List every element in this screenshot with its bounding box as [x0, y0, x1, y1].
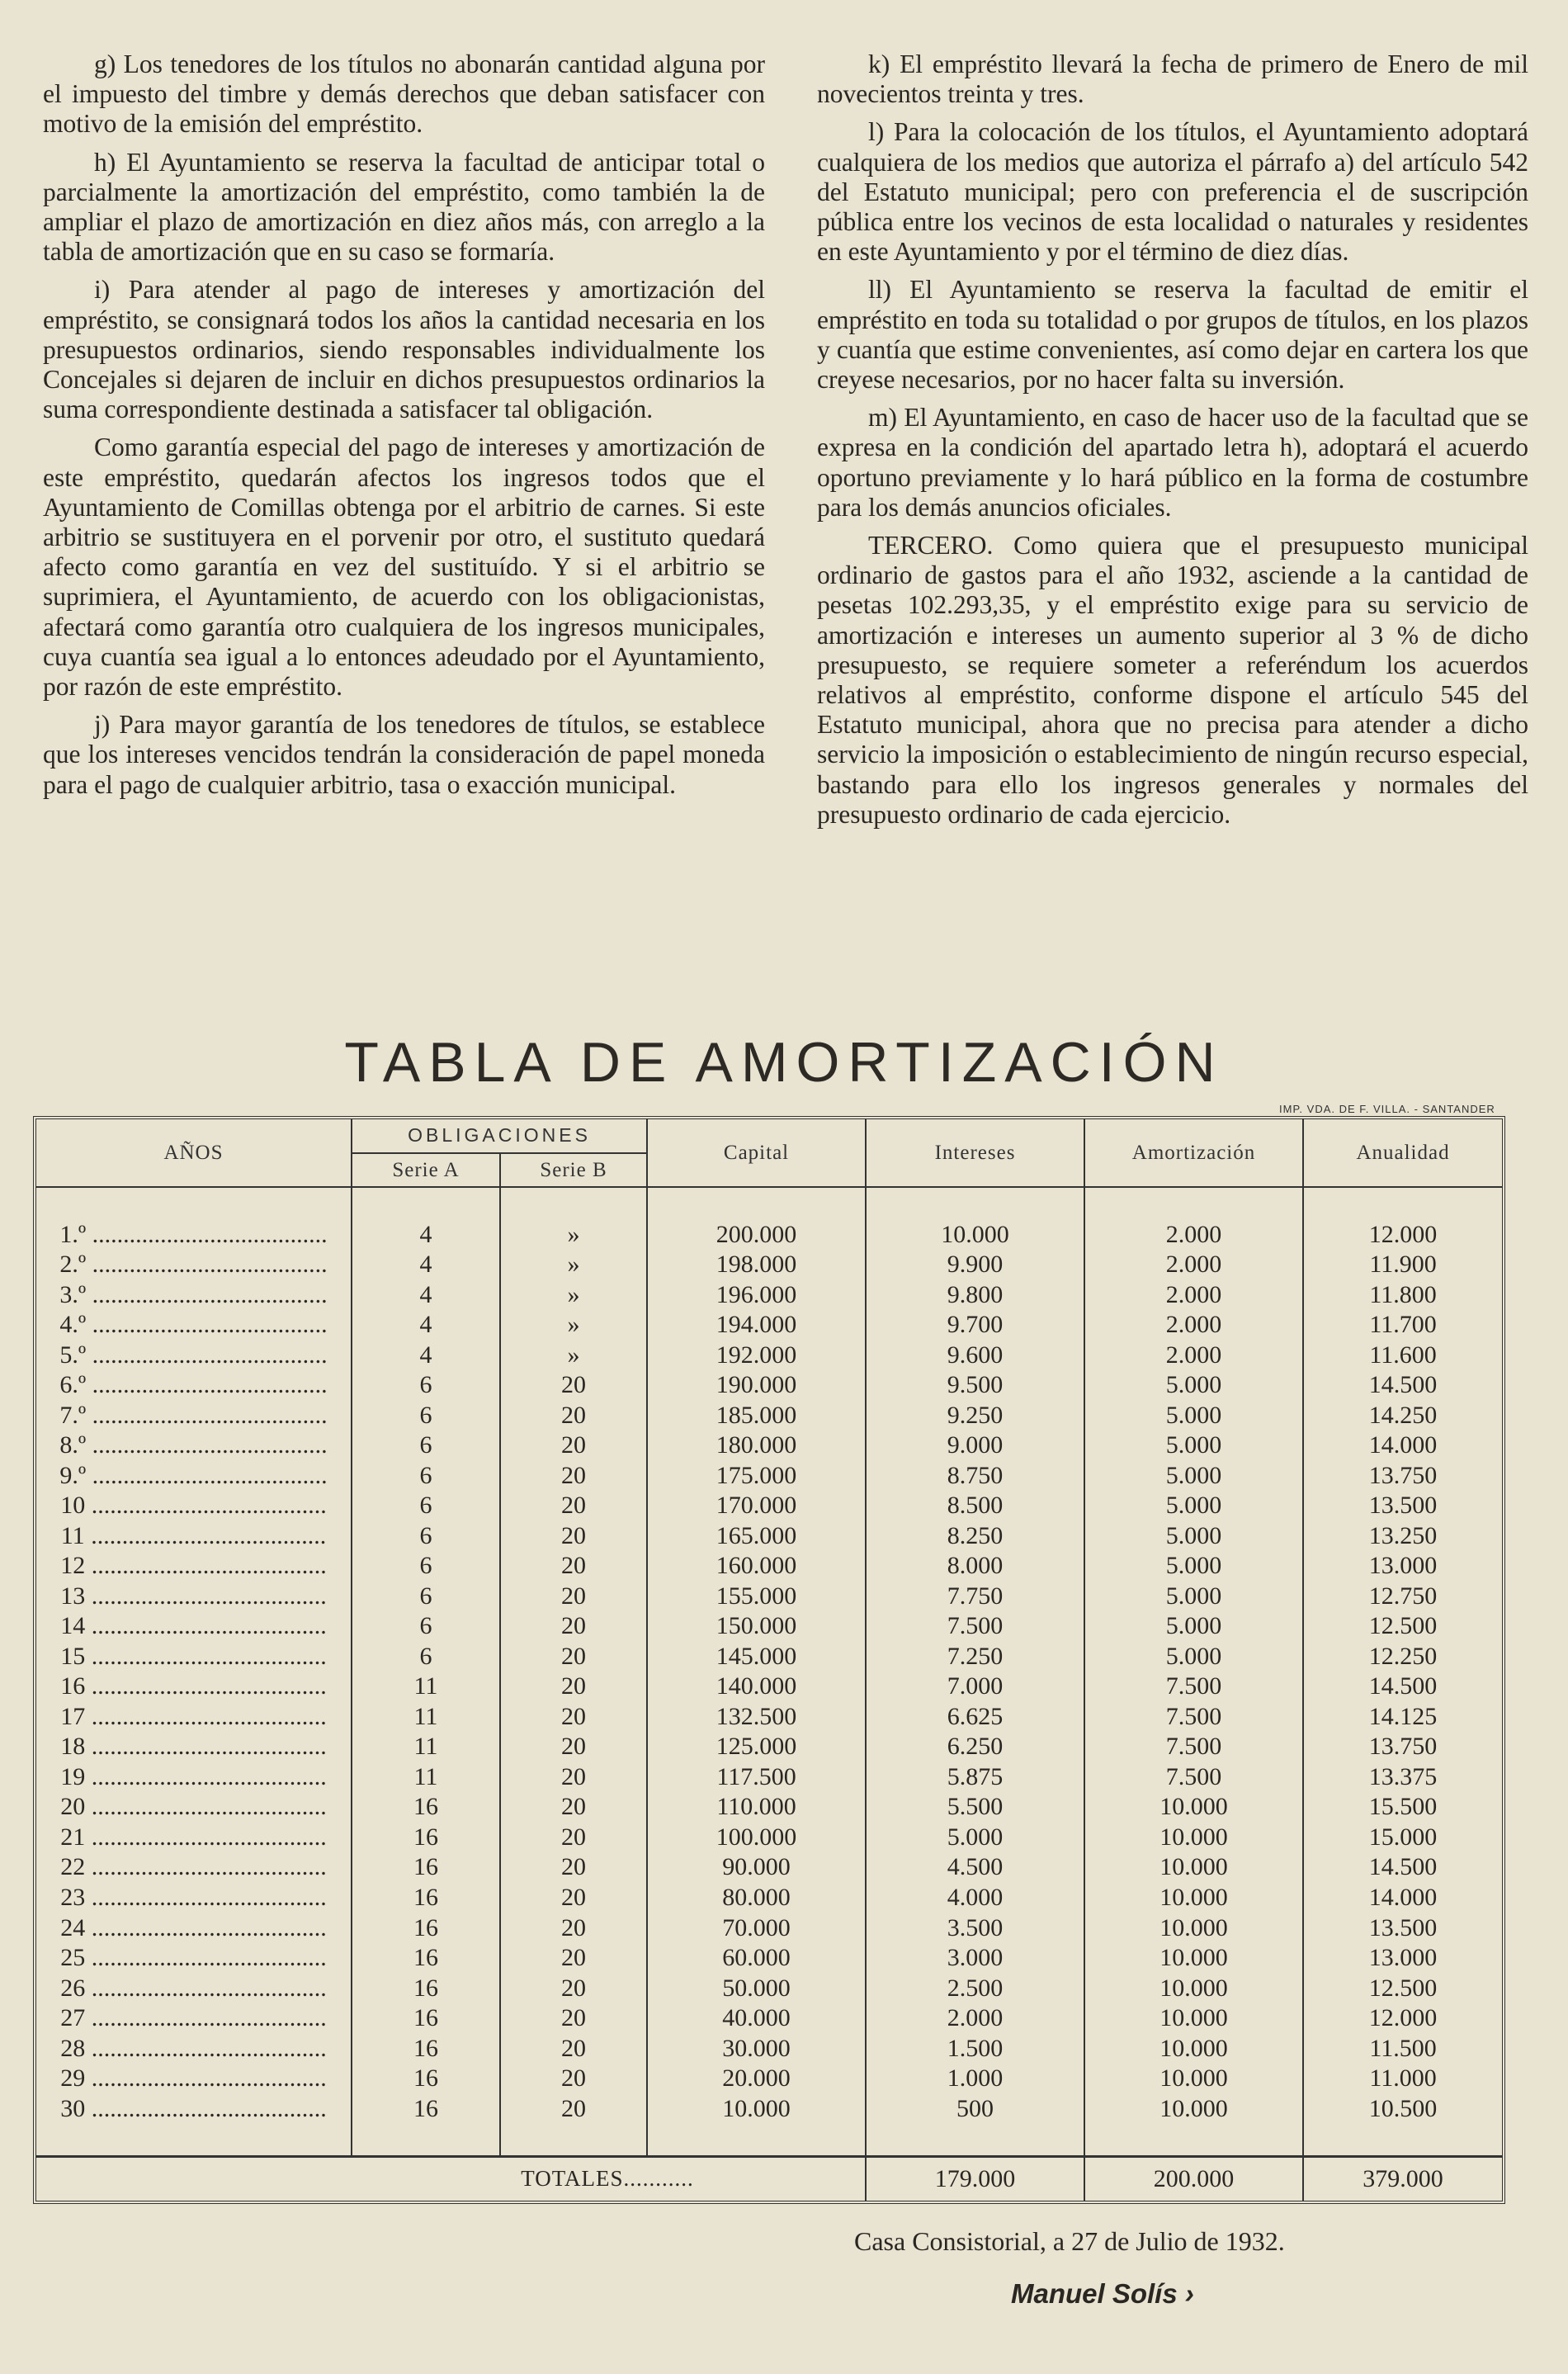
row-amortizacion: 10.000	[1084, 2093, 1303, 2124]
row-serie-b: 20	[500, 1641, 647, 1672]
header-intereses: Intereses	[866, 1119, 1084, 1187]
table-row	[36, 2003, 1502, 2034]
row-amortizacion: 5.000	[1084, 1520, 1303, 1551]
row-serie-a: 11	[352, 1701, 500, 1732]
row-year: 16 ......................................	[36, 1672, 352, 1702]
row-anualidad: 14.250	[1368, 1401, 1438, 1429]
row-intereses: 1.000	[866, 2064, 1084, 2094]
table-row	[36, 1762, 1502, 1792]
row-intereses: 9.500	[866, 1370, 1084, 1401]
table-row	[36, 2064, 1502, 2094]
row-anualidad: 12.750	[1368, 1582, 1438, 1610]
row-anualidad: 13.375	[1368, 1762, 1438, 1790]
row-intereses: 9.900	[866, 1250, 1084, 1280]
row-amortizacion: 10.000	[1084, 1823, 1303, 1853]
row-year: 3.º ......................................	[36, 1279, 352, 1310]
row-serie-b: 20	[500, 1431, 647, 1461]
paragraph-ll: ll) El Ayuntamiento se reserva la facultad de emitir el empréstito en toda su totalidad o por grupos de títulos, en los plazos y cuantía que estime convenientes, así como dejar en cartera los que creyese necesarios, por no hacer falta su inversión.	[817, 275, 1528, 395]
row-capital: 180.000	[647, 1431, 866, 1461]
row-serie-b: »	[500, 1279, 647, 1310]
row-amortizacion: 10.000	[1084, 1943, 1303, 1974]
row-year: 27 ......................................	[36, 2003, 352, 2034]
row-intereses: 6.625	[866, 1701, 1084, 1732]
table-row	[36, 1701, 1502, 1732]
row-amortizacion: 2.000	[1084, 1250, 1303, 1280]
table-row	[36, 1340, 1502, 1370]
row-serie-a: 4	[352, 1310, 500, 1341]
row-anualidad: 10.500	[1368, 2094, 1438, 2122]
row-capital: 198.000	[647, 1250, 866, 1280]
row-anualidad: 12.250	[1368, 1642, 1438, 1670]
row-capital: 110.000	[647, 1792, 866, 1823]
row-capital: 60.000	[647, 1943, 866, 1974]
paragraph-i: i) Para atender al pago de intereses y amortización del empréstito, se consignará todos los años la cantidad necesaria en los presupuestos ordinarios, siendo responsables individualmente los Concejales si dejaren de incluir en dichos presupuestos ordinarios la suma correspondiente destinada a satisfacer tal obligación.	[43, 275, 765, 424]
row-intereses: 7.250	[866, 1641, 1084, 1672]
row-intereses: 4.500	[866, 1852, 1084, 1883]
row-serie-a: 16	[352, 1883, 500, 1913]
table-row	[36, 1250, 1502, 1280]
table-row	[36, 1852, 1502, 1883]
row-intereses: 2.500	[866, 1973, 1084, 2003]
row-capital: 10.000	[647, 2093, 866, 2124]
row-intereses: 4.000	[866, 1883, 1084, 1913]
total-amortizacion: 200.000	[1084, 2157, 1303, 2201]
row-capital: 140.000	[647, 1672, 866, 1702]
row-intereses: 6.250	[866, 1732, 1084, 1762]
row-year: 2.º ......................................	[36, 1250, 352, 1280]
row-serie-a: 4	[352, 1219, 500, 1250]
row-year: 4.º ......................................	[36, 1310, 352, 1341]
row-serie-a: 6	[352, 1520, 500, 1551]
row-anualidad: 12.000	[1368, 1220, 1438, 1248]
footer-date-line: Casa Consistorial, a 27 de Julio de 1932.	[854, 2226, 1285, 2256]
row-intereses: 9.000	[866, 1431, 1084, 1461]
header-anualidad: Anualidad	[1303, 1119, 1502, 1187]
table-row	[36, 1520, 1502, 1551]
row-serie-b: 20	[500, 1520, 647, 1551]
row-serie-a: 6	[352, 1400, 500, 1431]
row-capital: 160.000	[647, 1551, 866, 1582]
row-capital: 100.000	[647, 1823, 866, 1853]
row-year: 6.º ......................................	[36, 1370, 352, 1401]
row-amortizacion: 5.000	[1084, 1611, 1303, 1642]
row-capital: 190.000	[647, 1370, 866, 1401]
row-anualidad: 13.000	[1368, 1552, 1438, 1580]
row-anualidad: 13.000	[1368, 1944, 1438, 1972]
row-intereses: 9.250	[866, 1400, 1084, 1431]
row-amortizacion: 7.500	[1084, 1701, 1303, 1732]
row-serie-a: 6	[352, 1431, 500, 1461]
row-serie-a: 16	[352, 2064, 500, 2094]
row-year: 25 ......................................	[36, 1943, 352, 1974]
row-anualidad: 14.000	[1368, 1431, 1438, 1459]
row-amortizacion: 5.000	[1084, 1431, 1303, 1461]
row-serie-b: 20	[500, 1672, 647, 1702]
row-amortizacion: 2.000	[1084, 1219, 1303, 1250]
row-serie-b: 20	[500, 1913, 647, 1943]
row-anualidad: 11.800	[1369, 1280, 1437, 1308]
table-row	[36, 1973, 1502, 2003]
paragraph-m: m) El Ayuntamiento, en caso de hacer uso de la facultad que se expresa en la condición del apartado letra h), adoptará el acuerdo oportuno previamente y lo hará público en la forma de costumbre para los demás anuncios oficiales.	[817, 403, 1528, 522]
row-serie-b: 20	[500, 1370, 647, 1401]
row-serie-b: »	[500, 1250, 647, 1280]
row-capital: 150.000	[647, 1611, 866, 1642]
row-capital: 50.000	[647, 1973, 866, 2003]
row-intereses: 8.750	[866, 1460, 1084, 1491]
row-year: 17 ......................................	[36, 1701, 352, 1732]
row-intereses: 8.500	[866, 1491, 1084, 1521]
row-anualidad: 11.700	[1369, 1311, 1437, 1339]
table-row	[36, 1732, 1502, 1762]
paragraph-tercero: TERCERO. Como quiera que el presupuesto municipal ordinario de gastos para el año 1932, asciende a la cantidad de pesetas 102.293,35, y el empréstito exige para su servicio de amortización e intereses un aumento superior al 3 % de dicho presupuesto, se requiere someter a referéndum los acuerdos relativos al empréstito, conforme dispone el artículo 545 del Estatuto municipal, ahora que no precisa para atender a dicho servicio la imposición o establecimiento de ningún recurso especial, bastando para ello los ingresos generales y normales del presupuesto ordinario de cada ejercicio.	[817, 531, 1528, 829]
row-serie-b: 20	[500, 2003, 647, 2034]
row-amortizacion: 10.000	[1084, 1852, 1303, 1883]
row-year: 12 ......................................	[36, 1551, 352, 1582]
row-serie-a: 6	[352, 1641, 500, 1672]
row-anualidad: 15.500	[1368, 1793, 1438, 1821]
row-year: 15 ......................................	[36, 1641, 352, 1672]
header-amortizacion: Amortización	[1084, 1119, 1303, 1187]
row-anualidad: 14.125	[1368, 1702, 1438, 1730]
row-serie-b: 20	[500, 1762, 647, 1792]
row-serie-a: 6	[352, 1491, 500, 1521]
row-amortizacion: 5.000	[1084, 1551, 1303, 1582]
total-intereses: 179.000	[866, 2157, 1084, 2201]
row-amortizacion: 5.000	[1084, 1581, 1303, 1611]
row-capital: 196.000	[647, 1279, 866, 1310]
row-year: 24 ......................................	[36, 1913, 352, 1943]
paragraph-g: g) Los tenedores de los títulos no abonarán cantidad alguna por el impuesto del timbre y demás derechos que deban satisfacer con motivo de la emisión del empréstito.	[43, 50, 765, 139]
row-intereses: 3.500	[866, 1913, 1084, 1943]
table-row	[36, 1792, 1502, 1823]
table-title: TABLA DE AMORTIZACIÓN	[344, 1031, 1224, 1094]
row-anualidad: 15.000	[1368, 1823, 1438, 1851]
row-amortizacion: 5.000	[1084, 1491, 1303, 1521]
header-serie-b: Serie B	[500, 1153, 647, 1188]
row-amortizacion: 10.000	[1084, 1883, 1303, 1913]
row-intereses: 8.000	[866, 1551, 1084, 1582]
row-serie-a: 16	[352, 2003, 500, 2034]
row-serie-b: 20	[500, 1491, 647, 1521]
row-intereses: 500	[866, 2093, 1084, 2124]
row-serie-b: 20	[500, 1701, 647, 1732]
row-serie-b: 20	[500, 1943, 647, 1974]
table-row	[36, 2093, 1502, 2124]
row-amortizacion: 10.000	[1084, 1973, 1303, 2003]
row-amortizacion: 5.000	[1084, 1370, 1303, 1401]
row-amortizacion: 10.000	[1084, 1913, 1303, 1943]
table-row	[36, 1310, 1502, 1341]
row-year: 18 ......................................	[36, 1732, 352, 1762]
table-row	[36, 1400, 1502, 1431]
row-amortizacion: 7.500	[1084, 1732, 1303, 1762]
totals-label: TOTALES...........	[36, 2157, 866, 2201]
row-year: 8.º ......................................	[36, 1431, 352, 1461]
row-capital: 175.000	[647, 1460, 866, 1491]
row-year: 29 ......................................	[36, 2064, 352, 2094]
row-year: 23 ......................................	[36, 1883, 352, 1913]
row-serie-a: 16	[352, 2033, 500, 2064]
row-serie-a: 11	[352, 1732, 500, 1762]
amortization-table	[36, 1119, 1502, 2201]
table-row	[36, 1943, 1502, 1974]
row-serie-b: 20	[500, 2093, 647, 2124]
table-row	[36, 1219, 1502, 1250]
header-serie-a: Serie A	[352, 1153, 500, 1188]
row-capital: 20.000	[647, 2064, 866, 2094]
row-year: 11 ......................................	[36, 1520, 352, 1551]
table-row	[36, 1672, 1502, 1702]
row-amortizacion: 10.000	[1084, 2033, 1303, 2064]
row-serie-b: 20	[500, 1852, 647, 1883]
row-serie-a: 6	[352, 1370, 500, 1401]
row-serie-b: 20	[500, 1883, 647, 1913]
row-capital: 194.000	[647, 1310, 866, 1341]
row-serie-a: 4	[352, 1340, 500, 1370]
row-intereses: 7.500	[866, 1611, 1084, 1642]
row-anualidad: 12.500	[1368, 1612, 1438, 1640]
row-serie-a: 16	[352, 1792, 500, 1823]
row-capital: 117.500	[647, 1762, 866, 1792]
row-intereses: 3.000	[866, 1943, 1084, 1974]
header-obligaciones: OBLIGACIONES	[352, 1119, 647, 1153]
row-anualidad: 14.000	[1368, 1883, 1438, 1911]
row-serie-a: 11	[352, 1672, 500, 1702]
printer-imprint: IMP. VDA. DE F. VILLA. - SANTANDER	[1279, 1103, 1495, 1115]
row-year: 30 ......................................	[36, 2093, 352, 2124]
row-intereses: 5.875	[866, 1762, 1084, 1792]
table-row	[36, 1491, 1502, 1521]
row-serie-b: 20	[500, 1551, 647, 1582]
row-serie-a: 16	[352, 1852, 500, 1883]
table-row	[36, 1431, 1502, 1461]
row-anualidad: 11.500	[1369, 2034, 1437, 2062]
paragraph-h: h) El Ayuntamiento se reserva la facultad de anticipar total o parcialmente la amortización del empréstito, como también la de ampliar el plazo de amortización en diez años más, con arreglo a la tabla de amortización que en su caso se formaría.	[43, 147, 765, 267]
row-serie-a: 16	[352, 1823, 500, 1853]
table-row	[36, 1551, 1502, 1582]
row-year: 5.º ......................................	[36, 1340, 352, 1370]
row-amortizacion: 10.000	[1084, 2003, 1303, 2034]
table-row	[36, 1883, 1502, 1913]
row-year: 7.º ......................................	[36, 1400, 352, 1431]
row-serie-a: 4	[352, 1279, 500, 1310]
row-serie-b: 20	[500, 1611, 647, 1642]
row-amortizacion: 2.000	[1084, 1340, 1303, 1370]
row-year: 26 ......................................	[36, 1973, 352, 2003]
row-serie-b: 20	[500, 2064, 647, 2094]
table-row	[36, 1279, 1502, 1310]
row-anualidad: 14.500	[1368, 1672, 1438, 1700]
row-anualidad: 11.900	[1369, 1251, 1437, 1279]
row-serie-b: 20	[500, 1792, 647, 1823]
row-serie-b: 20	[500, 1400, 647, 1431]
row-serie-b: 20	[500, 1732, 647, 1762]
row-serie-b: »	[500, 1219, 647, 1250]
table-row	[36, 1611, 1502, 1642]
row-intereses: 2.000	[866, 2003, 1084, 2034]
right-text-column	[817, 50, 1528, 838]
table-row	[36, 1913, 1502, 1943]
row-amortizacion: 5.000	[1084, 1641, 1303, 1672]
row-intereses: 7.000	[866, 1672, 1084, 1702]
row-capital: 145.000	[647, 1641, 866, 1672]
row-serie-b: 20	[500, 2033, 647, 2064]
paragraph-garantia: Como garantía especial del pago de intereses y amortización de este empréstito, quedarán afectos los ingresos todos que el Ayuntamiento de Comillas obtenga por el arbitrio de carnes. Si este arbitrio se sustituyera en el porvenir por otro, el sustituto quedará afecto como garantía en vez del sustituído. Y si el arbitrio se suprimiera, el Ayuntamiento, de acuerdo con los obligacionistas, afectará como garantía otro cualquiera de los ingresos municipales, cuya cuantía sea igual a lo entonces adeudado por el Ayuntamiento, por razón de este empréstito.	[43, 433, 765, 702]
row-anualidad: 11.600	[1369, 1341, 1437, 1369]
row-serie-a: 16	[352, 1913, 500, 1943]
row-intereses: 5.500	[866, 1792, 1084, 1823]
row-serie-b: 20	[500, 1823, 647, 1853]
row-year: 14 ......................................	[36, 1611, 352, 1642]
row-intereses: 9.800	[866, 1279, 1084, 1310]
row-capital: 165.000	[647, 1520, 866, 1551]
table-row	[36, 1581, 1502, 1611]
row-serie-a: 16	[352, 1943, 500, 1974]
row-intereses: 8.250	[866, 1520, 1084, 1551]
row-anualidad: 11.000	[1369, 2064, 1437, 2093]
row-anualidad: 13.500	[1368, 1492, 1438, 1520]
row-year: 10 ......................................	[36, 1491, 352, 1521]
row-year: 21 ......................................	[36, 1823, 352, 1853]
table-row	[36, 1823, 1502, 1853]
row-capital: 40.000	[647, 2003, 866, 2034]
row-capital: 192.000	[647, 1340, 866, 1370]
row-anualidad: 13.750	[1368, 1461, 1438, 1489]
paragraph-k: k) El empréstito llevará la fecha de primero de Enero de mil novecientos treinta y tres.	[817, 50, 1528, 109]
row-year: 20 ......................................	[36, 1792, 352, 1823]
table-body	[36, 1187, 1502, 2156]
row-year: 13 ......................................	[36, 1581, 352, 1611]
row-anualidad: 12.500	[1368, 1974, 1438, 2002]
row-capital: 200.000	[647, 1219, 866, 1250]
header-years: AÑOS	[36, 1119, 352, 1187]
row-serie-a: 16	[352, 2093, 500, 2124]
row-anualidad: 14.500	[1368, 1853, 1438, 1881]
row-serie-a: 6	[352, 1551, 500, 1582]
row-year: 9.º ......................................	[36, 1460, 352, 1491]
row-amortizacion: 5.000	[1084, 1400, 1303, 1431]
row-amortizacion: 10.000	[1084, 1792, 1303, 1823]
row-serie-a: 6	[352, 1611, 500, 1642]
row-anualidad: 13.750	[1368, 1733, 1438, 1761]
row-anualidad: 13.500	[1368, 1913, 1438, 1941]
row-amortizacion: 2.000	[1084, 1279, 1303, 1310]
totals-row	[36, 2157, 1502, 2201]
row-serie-a: 16	[352, 1973, 500, 2003]
row-serie-a: 6	[352, 1460, 500, 1491]
total-anualidad: 379.000	[1303, 2157, 1502, 2201]
row-amortizacion: 10.000	[1084, 2064, 1303, 2094]
row-serie-b: »	[500, 1310, 647, 1341]
row-intereses: 9.700	[866, 1310, 1084, 1341]
row-serie-a: 6	[352, 1581, 500, 1611]
row-intereses: 1.500	[866, 2033, 1084, 2064]
row-intereses: 9.600	[866, 1340, 1084, 1370]
header-capital: Capital	[647, 1119, 866, 1187]
row-capital: 125.000	[647, 1732, 866, 1762]
row-year: 19 ......................................	[36, 1762, 352, 1792]
table-row	[36, 1370, 1502, 1401]
row-anualidad: 12.000	[1368, 2004, 1438, 2032]
row-amortizacion: 2.000	[1084, 1310, 1303, 1341]
row-amortizacion: 7.500	[1084, 1672, 1303, 1702]
row-serie-a: 4	[352, 1250, 500, 1280]
row-intereses: 5.000	[866, 1823, 1084, 1853]
row-capital: 155.000	[647, 1581, 866, 1611]
row-anualidad: 13.250	[1368, 1521, 1438, 1549]
table-row	[36, 2033, 1502, 2064]
row-capital: 132.500	[647, 1701, 866, 1732]
row-amortizacion: 5.000	[1084, 1460, 1303, 1491]
row-serie-b: 20	[500, 1460, 647, 1491]
row-year: 1.º ......................................	[36, 1219, 352, 1250]
row-capital: 70.000	[647, 1913, 866, 1943]
row-capital: 185.000	[647, 1400, 866, 1431]
row-serie-a: 11	[352, 1762, 500, 1792]
row-serie-b: 20	[500, 1581, 647, 1611]
paragraph-j: j) Para mayor garantía de los tenedores de títulos, se establece que los intereses vencidos tendrán la consideración de papel moneda para el pago de cualquier arbitrio, tasa o exacción municipal.	[43, 710, 765, 799]
row-intereses: 7.750	[866, 1581, 1084, 1611]
paragraph-l: l) Para la colocación de los títulos, el Ayuntamiento adoptará cualquiera de los medios que autoriza el párrafo a) del artículo 542 del Estatuto municipal; pero con preferencia el de suscripción pública entre los vecinos de esta localidad o naturales y residentes en este Ayuntamiento y por el término de diez días.	[817, 117, 1528, 267]
row-serie-b: 20	[500, 1973, 647, 2003]
row-capital: 170.000	[647, 1491, 866, 1521]
table-row	[36, 1641, 1502, 1672]
signature: Manuel Solís ›	[1011, 2278, 1194, 2309]
row-capital: 30.000	[647, 2033, 866, 2064]
row-serie-b: »	[500, 1340, 647, 1370]
row-capital: 90.000	[647, 1852, 866, 1883]
row-amortizacion: 7.500	[1084, 1762, 1303, 1792]
row-anualidad: 14.500	[1368, 1371, 1438, 1399]
row-year: 22 ......................................	[36, 1852, 352, 1883]
row-year: 28 ......................................	[36, 2033, 352, 2064]
table-row	[36, 1460, 1502, 1491]
amortization-table-frame	[33, 1116, 1505, 2204]
row-capital: 80.000	[647, 1883, 866, 1913]
row-intereses: 10.000	[866, 1219, 1084, 1250]
left-text-column	[43, 50, 765, 808]
